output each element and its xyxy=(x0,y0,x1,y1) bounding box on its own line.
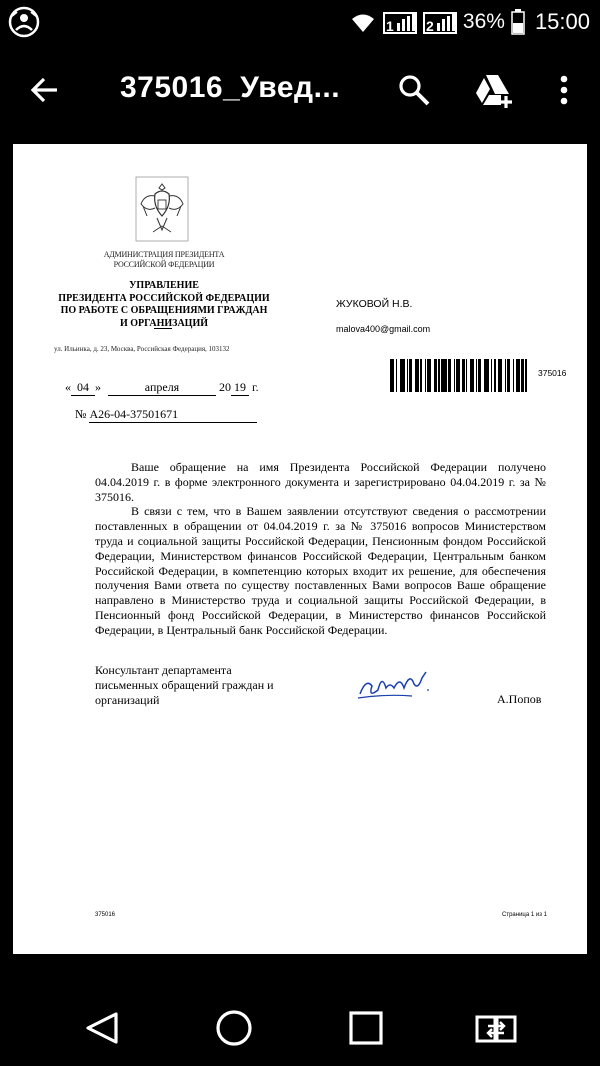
signer-position-line: Консультант департамента xyxy=(95,663,232,677)
search-icon xyxy=(398,74,430,106)
recipient-email: malova400@gmail.com xyxy=(336,324,431,334)
nav-recents-button[interactable] xyxy=(344,1006,388,1050)
date-year: 19 xyxy=(231,380,249,396)
date-suffix: г. xyxy=(252,380,259,394)
department-heading xyxy=(55,280,273,330)
dept-line: ПО РАБОТЕ С ОБРАЩЕНИЯМИ ГРАЖДАН xyxy=(60,305,268,316)
back-button[interactable] xyxy=(22,68,66,112)
status-bar xyxy=(0,0,600,44)
barcode xyxy=(390,359,530,392)
notification-app-icon xyxy=(8,6,40,38)
more-vert-icon xyxy=(560,75,568,105)
date-day: 04 xyxy=(71,380,95,396)
body-paragraph: Ваше обращение на имя Президента Российской Федерации получено 04.04.2019 г. в форме электронного документа и зарегистрировано 04.04.2019 г. за № 375016. xyxy=(95,460,546,504)
battery-icon xyxy=(511,9,525,35)
recents-square-icon xyxy=(348,1010,384,1046)
document-title: 375016_Увед... xyxy=(120,71,341,104)
dept-line: УПРАВЛЕНИЕ xyxy=(129,280,199,291)
back-triangle-icon xyxy=(84,1010,120,1046)
signer-position-line: письменных обращений граждан и xyxy=(95,677,274,692)
administration-heading xyxy=(79,250,249,270)
signer-position xyxy=(95,663,305,707)
nav-switch-app-button[interactable] xyxy=(474,1006,518,1050)
navigation-bar xyxy=(0,986,600,1066)
date-century: 20 xyxy=(219,380,231,394)
document-page[interactable] xyxy=(13,144,587,954)
date-month: апреля xyxy=(108,380,216,396)
registration-number xyxy=(75,407,257,423)
admin-line: РОССИЙСКОЙ ФЕДЕРАЦИИ xyxy=(113,260,215,269)
dept-line: ПРЕЗИДЕНТА РОССИЙСКОЙ ФЕДЕРАЦИИ xyxy=(58,292,270,304)
back-arrow-icon xyxy=(29,75,59,105)
handwritten-signature xyxy=(356,664,434,704)
search-button[interactable] xyxy=(392,68,436,112)
home-circle-icon xyxy=(215,1009,253,1047)
letter-body xyxy=(95,460,546,638)
document-date xyxy=(65,380,259,396)
barcode-stripe xyxy=(527,359,530,392)
nav-home-button[interactable] xyxy=(212,1006,256,1050)
sender-address: ул. Ильинка, д. 23, Москва, Российская Федерация, 103132 xyxy=(54,345,230,353)
coat-of-arms-emblem xyxy=(135,176,189,242)
registration-value: А26-04-37501671 xyxy=(89,407,257,423)
body-paragraph: В связи с тем, что в Вашем заявлении отсутствуют сведения о рассмотрении поставленных в обращении от 04.04.2019 г. за № 375016 вопросов Министерством труда и социальной защиты Российской Федерации, Пенсионным фондом Российской Федерации, Министерством финансов Российской Федерации, Центральным банком Российской Федерации, в компетенцию которых входит их решение, для обеспечения получения Вами ответа по существу поставленных Вами вопросов Ваше обращение направлено в Министерство труда и социальной защиты Российской Федерации, в Пенсионный фонд Российской Федерации, в Министерство финансов Российской Федерации, в Центральный банк Российской Федерации. xyxy=(95,504,546,637)
dept-line: И ОРГАНИЗАЦИЙ xyxy=(119,317,209,329)
admin-line: АДМИНИСТРАЦИЯ ПРЕЗИДЕНТА xyxy=(103,250,225,259)
signer-name: А.Попов xyxy=(497,692,542,706)
app-bar xyxy=(0,44,600,134)
sim1-label: 1 xyxy=(385,18,394,34)
clock: 15:00 xyxy=(534,9,590,34)
recipient-name: ЖУКОВОЙ Н.В. xyxy=(336,298,413,310)
barcode-number: 375016 xyxy=(538,368,567,378)
footer-page-indicator: Страница 1 из 1 xyxy=(502,912,547,918)
footer-doc-number: 375016 xyxy=(95,912,116,918)
divider xyxy=(154,328,172,329)
more-options-button[interactable] xyxy=(548,68,580,112)
add-to-drive-button[interactable] xyxy=(470,68,518,112)
sim2-label: 2 xyxy=(425,18,434,34)
signer-position-line: организаций xyxy=(95,692,160,707)
signal-sim1-icon xyxy=(383,9,417,35)
nav-back-button[interactable] xyxy=(80,1006,124,1050)
switch-app-icon xyxy=(474,1010,518,1046)
battery-percent: 36% xyxy=(462,10,505,33)
date-close-quote: » xyxy=(95,380,101,394)
signal-sim2-icon xyxy=(423,9,457,35)
wifi-icon xyxy=(349,10,377,34)
drive-add-icon xyxy=(474,72,514,108)
date-open-quote: « xyxy=(65,380,71,394)
registration-prefix: № xyxy=(75,407,87,421)
